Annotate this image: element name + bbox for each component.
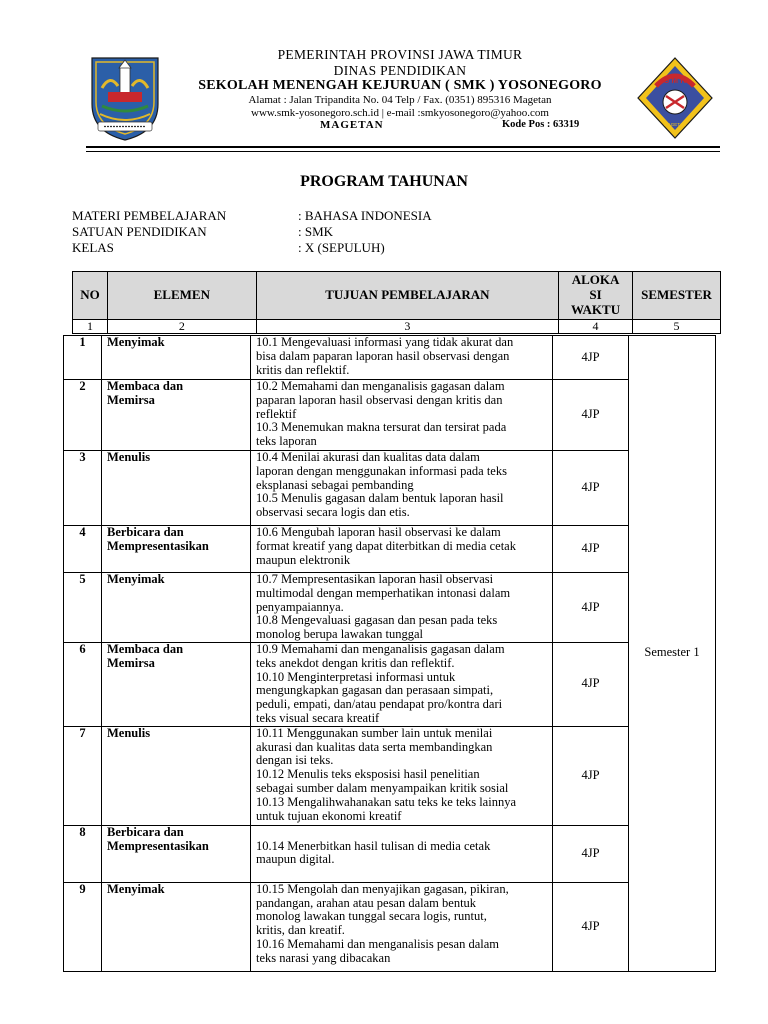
tujuan-line: 10.1 Mengevaluasi informasi yang tidak akurat dan xyxy=(256,335,514,349)
table-row xyxy=(64,526,716,573)
city-postal-line xyxy=(170,119,630,133)
table-row xyxy=(64,642,716,726)
tujuan-line: kritis, dan kreatif. xyxy=(256,923,345,938)
east-java-emblem-logo xyxy=(88,52,162,142)
meta-value: : SMK xyxy=(298,224,334,239)
column-number: 4 xyxy=(559,320,633,334)
tujuan-line: teks laporan xyxy=(256,434,317,449)
tujuan-line: monolog lawakan tunggal secara logis, runtut, xyxy=(256,909,487,924)
elemen-line: Memirsa xyxy=(107,392,155,407)
tujuan-line: teks anekdot dengan kritis dan reflektif. xyxy=(256,655,455,670)
tujuan-line: 10.5 Menulis gagasan dalam bentuk laporan hasil xyxy=(256,491,504,506)
table-row xyxy=(64,380,716,451)
tujuan-line: bisa dalam paparan laporan hasil observasi dengan xyxy=(256,348,510,363)
tujuan-line: 10.2 Memahami dan menganalisis gagasan dalam xyxy=(256,379,505,393)
row-tujuan-pembelajaran xyxy=(251,380,553,451)
row-alokasi-waktu: 4JP xyxy=(553,451,629,526)
smk-logo-lettering: S M K xyxy=(663,76,687,85)
tujuan-line: pandangan, arahan atau pesan dalam bentuk xyxy=(256,895,477,910)
table-row xyxy=(64,825,716,882)
row-number: 1 xyxy=(64,336,102,380)
row-elemen xyxy=(102,526,251,573)
program-table-body xyxy=(63,335,716,972)
header-no: NO xyxy=(73,272,108,320)
tujuan-line: eksplanasi sebagai pembanding xyxy=(256,477,414,492)
elemen-line: Memirsa xyxy=(107,655,155,670)
semester-cell: Semester 1 xyxy=(629,336,716,972)
elemen-line: Mempresentasikan xyxy=(107,838,209,853)
tujuan-line: 10.8 Mengevaluasi gagasan dan pesan pada teks xyxy=(256,613,498,628)
elemen-line: Menyimak xyxy=(107,881,165,896)
header-tujuan-pembelajaran: TUJUAN PEMBELAJARAN xyxy=(256,272,558,320)
row-elemen xyxy=(102,336,251,380)
row-number: 7 xyxy=(64,726,102,825)
row-tujuan-pembelajaran xyxy=(251,726,553,825)
elemen-line: Berbicara dan xyxy=(107,824,184,839)
table-row xyxy=(64,882,716,971)
elemen-line: Berbicara dan xyxy=(107,525,184,539)
header-alokasi-line: WAKTU xyxy=(570,301,621,317)
document-meta xyxy=(72,208,432,256)
row-elemen xyxy=(102,726,251,825)
tujuan-line: kritis dan reflektif. xyxy=(256,362,350,377)
tujuan-line: multimodal dengan memperhatikan intonasi dalam xyxy=(256,585,511,600)
row-number: 6 xyxy=(64,642,102,726)
row-alokasi-waktu: 4JP xyxy=(553,380,629,451)
tujuan-line: 10.14 Menerbitkan hasil tulisan di media cetak xyxy=(256,838,491,853)
row-elemen xyxy=(102,380,251,451)
table-row xyxy=(64,726,716,825)
letterhead-rule-thin xyxy=(86,151,720,152)
tujuan-line: teks narasi yang dibacakan xyxy=(256,950,391,965)
tujuan-line: maupun elektronik xyxy=(256,552,351,567)
elemen-line: Menyimak xyxy=(107,335,165,349)
column-number: 1 xyxy=(73,320,108,334)
row-alokasi-waktu: 4JP xyxy=(553,882,629,971)
column-number: 5 xyxy=(633,320,721,334)
meta-label: SATUAN PENDIDIKAN xyxy=(72,224,207,239)
row-number: 9 xyxy=(64,882,102,971)
postal-code: Kode Pos : 63319 xyxy=(502,119,580,131)
tujuan-line: peduli, empati, dan/atau pendapat pro/kontra dari xyxy=(256,697,503,712)
row-number: 4 xyxy=(64,526,102,573)
meta-row-education-unit xyxy=(72,224,432,240)
tujuan-line: sebagai sumber dalam menyampaikan kritik sosial xyxy=(256,780,509,795)
row-alokasi-waktu: 4JP xyxy=(553,336,629,380)
tujuan-line: 10.3 Menemukan makna tersurat dan tersirat pada xyxy=(256,420,507,435)
elemen-line: Menulis xyxy=(107,725,151,740)
tujuan-line: monolog berupa lawakan tunggal xyxy=(256,627,423,642)
tujuan-line: 10.12 Menulis teks eksposisi hasil penelitian xyxy=(256,767,480,782)
table-row xyxy=(64,451,716,526)
program-table-header xyxy=(72,271,721,334)
row-number: 3 xyxy=(64,451,102,526)
school-address: Alamat : Jalan Tripandita No. 04 Telp / Fax. (0351) 895316 Magetan xyxy=(248,94,552,107)
row-elemen xyxy=(102,642,251,726)
row-tujuan-pembelajaran xyxy=(251,573,553,643)
header-elemen: ELEMEN xyxy=(107,272,256,320)
tujuan-line xyxy=(256,826,549,840)
row-alokasi-waktu: 4JP xyxy=(553,526,629,573)
tujuan-line: 10.10 Menginterpretasi informasi untuk xyxy=(256,669,456,684)
tujuan-line: 10.4 Menilai akurasi dan kualitas data dalam xyxy=(256,450,480,464)
tujuan-line: akurasi dan kualitas data serta membandingkan xyxy=(256,739,493,754)
row-elemen xyxy=(102,882,251,971)
row-tujuan-pembelajaran xyxy=(251,526,553,573)
elemen-line: Membaca dan xyxy=(107,641,184,656)
tujuan-line: 10.11 Menggunakan sumber lain untuk menilai xyxy=(256,725,493,740)
tujuan-line: teks visual secara kreatif xyxy=(256,710,380,725)
table-row xyxy=(64,336,716,380)
row-tujuan-pembelajaran xyxy=(251,882,553,971)
row-number: 2 xyxy=(64,380,102,451)
row-tujuan-pembelajaran xyxy=(251,451,553,526)
school-web-email: www.smk-yosonegoro.sch.id | e-mail :smkyosonegoro@yahoo.com xyxy=(251,106,549,119)
row-alokasi-waktu: 4JP xyxy=(553,726,629,825)
tujuan-line: 10.16 Memahami dan menganalisis pesan dalam xyxy=(256,936,499,951)
column-number: 3 xyxy=(256,320,558,334)
city-name: MAGETAN xyxy=(320,119,384,132)
column-number: 2 xyxy=(107,320,256,334)
government-name: PEMERINTAH PROVINSI JAWA TIMUR xyxy=(277,47,523,62)
table-row xyxy=(64,573,716,643)
letterhead-text xyxy=(170,47,630,133)
smk-logo-city: MAGETAN xyxy=(664,122,686,127)
smk-school-logo xyxy=(636,56,714,140)
elemen-line: Menulis xyxy=(107,450,151,464)
header-alokasi-waktu xyxy=(559,272,633,320)
row-elemen xyxy=(102,573,251,643)
tujuan-line: dengan isi teks. xyxy=(256,753,334,768)
row-alokasi-waktu: 4JP xyxy=(553,573,629,643)
header-alokasi-line: ALOKA xyxy=(571,272,620,288)
row-elemen xyxy=(102,825,251,882)
meta-value: : X (SEPULUH) xyxy=(298,240,385,255)
tujuan-line: maupun digital. xyxy=(256,852,335,867)
tujuan-line: 10.15 Mengolah dan menyajikan gagasan, pikiran, xyxy=(256,881,509,896)
tujuan-line: 10.7 Mempresentasikan laporan hasil observasi xyxy=(256,572,494,586)
school-name: SEKOLAH MENENGAH KEJURUAN ( SMK ) YOSONEGORO xyxy=(198,78,602,94)
tujuan-line: penyampaiannya. xyxy=(256,599,344,614)
header-semester: SEMESTER xyxy=(633,272,721,320)
row-alokasi-waktu: 4JP xyxy=(553,642,629,726)
tujuan-line: mengungkapkan gagasan dan perasaan simpati, xyxy=(256,683,494,698)
row-tujuan-pembelajaran xyxy=(251,825,553,882)
tujuan-line: reflektif xyxy=(256,406,297,421)
department-name: DINAS PENDIDIKAN xyxy=(333,62,467,78)
column-number-row xyxy=(73,320,721,334)
row-number: 8 xyxy=(64,825,102,882)
row-tujuan-pembelajaran xyxy=(251,642,553,726)
row-elemen xyxy=(102,451,251,526)
tujuan-line: observasi secara logis dan etis. xyxy=(256,505,410,520)
tujuan-line: 10.6 Mengubah laporan hasil observasi ke dalam xyxy=(256,525,501,539)
row-tujuan-pembelajaran xyxy=(251,336,553,380)
tujuan-line: format kreatif yang dapat diterbitkan di media cetak xyxy=(256,538,516,553)
tujuan-line: 10.13 Mengalihwahanakan satu teks ke teks lainnya xyxy=(256,794,516,809)
elemen-line: Mempresentasikan xyxy=(107,538,209,553)
row-alokasi-waktu: 4JP xyxy=(553,825,629,882)
page-title: PROGRAM TAHUNAN xyxy=(300,173,468,190)
letterhead-rule-thick xyxy=(86,146,720,148)
meta-value: : BAHASA INDONESIA xyxy=(298,208,432,223)
tujuan-line: 10.9 Memahami dan menganalisis gagasan dalam xyxy=(256,641,505,656)
tujuan-line: untuk tujuan ekonomi kreatif xyxy=(256,808,402,823)
meta-row-subject xyxy=(72,208,432,224)
elemen-line: Membaca dan xyxy=(107,379,184,393)
meta-label: MATERI PEMBELAJARAN xyxy=(72,208,227,223)
row-number: 5 xyxy=(64,573,102,643)
tujuan-line: paparan laporan hasil observasi dengan kritis dan xyxy=(256,392,503,407)
meta-row-class xyxy=(72,240,432,256)
letterhead xyxy=(0,0,768,160)
tujuan-line: laporan dengan menggunakan informasi pada teks xyxy=(256,463,507,478)
meta-label: KELAS xyxy=(72,240,114,255)
elemen-line: Menyimak xyxy=(107,572,165,586)
header-alokasi-line: SI xyxy=(589,287,602,303)
header-row xyxy=(73,272,721,320)
